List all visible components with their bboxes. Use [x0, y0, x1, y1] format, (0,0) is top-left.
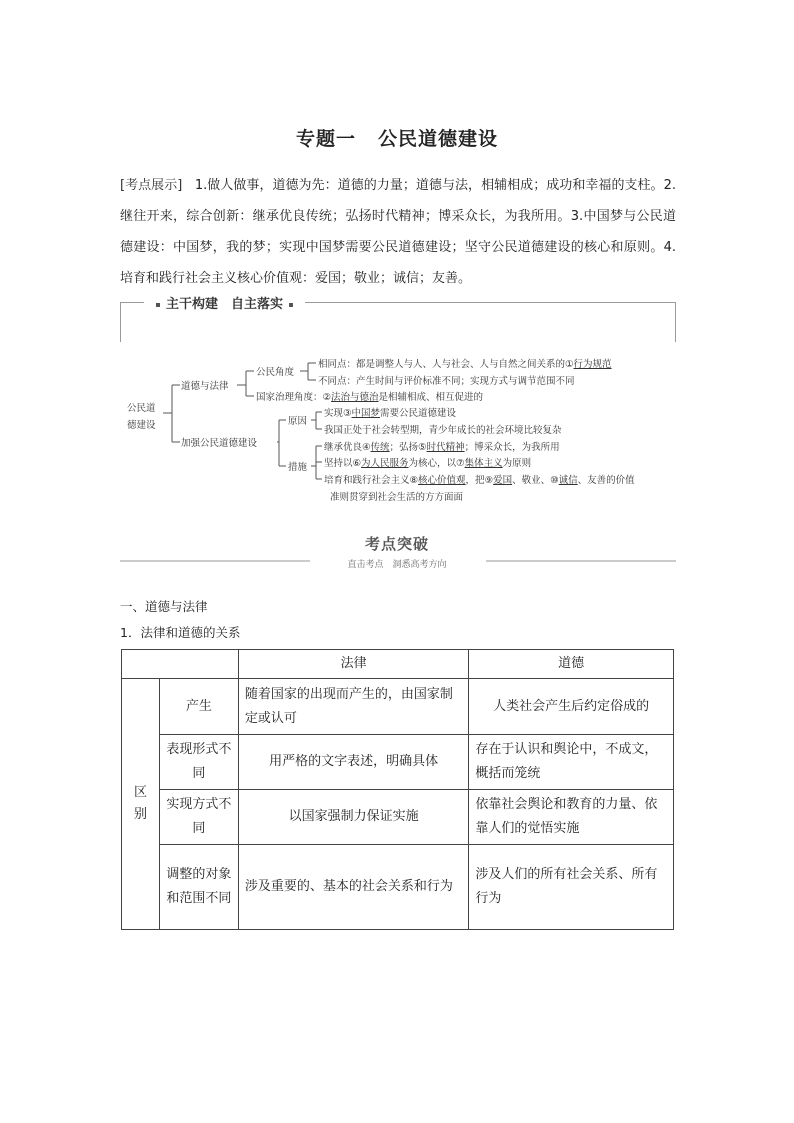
intro-text: 1.做人做事，道德为先：道德的力量；道德与法，相辅相成；成功和幸福的支柱。2.继往开来，综合创新：继承优良传统；弘扬时代精神；博采众长，为我所用。3.中国梦与公民道德建设：中国梦，我的梦；实现中国梦需要公民道德建设；坚守公民道德建设的核心和原则。4.培育和践行社会主义核心价值观：爱国；敬业；诚信；友善。 [120, 178, 676, 286]
diagram-reason-2: 我国正处于社会转型期，青少年成长的社会环境比较复杂 [324, 425, 562, 436]
table-group-label: 区 别 [122, 679, 160, 930]
diagram-state-angle: 国家治理角度：②法治与德治是相辅相成、相互促进的 [256, 392, 484, 403]
diagram-branch-law: 道德与法律 [181, 381, 229, 392]
title-part1: 专题一 [295, 128, 356, 150]
diagram-measure: 措施 [288, 462, 308, 473]
table-cell-moral: 涉及人们的所有社会关系、所有行为 [469, 845, 674, 930]
diagram-measure-2: 坚持以⑥为人民服务为核心，以⑦集体主义为原则 [324, 458, 532, 469]
table-row [122, 790, 674, 845]
table-header-moral: 道德 [469, 650, 674, 679]
law-moral-table [121, 649, 674, 930]
diagram-branch-strengthen: 加强公民道德建设 [181, 438, 258, 449]
table-row [122, 845, 674, 930]
table-header-law: 法律 [238, 650, 469, 679]
table-cell-law: 用严格的文字表述，明确具体 [238, 735, 469, 790]
table-cell-law: 以国家强制力保证实施 [238, 790, 469, 845]
diagram-root-line2: 德建设 [127, 420, 156, 431]
table-row [122, 735, 674, 790]
table-row-label: 产生 [159, 679, 238, 735]
table-row [122, 679, 674, 735]
diagram-measure-3: 培育和践行社会主义⑧核心价值观，把⑨爱国、敬业、⑩诚信、友善的价值 [324, 475, 635, 486]
table-cell-moral: 存在于认识和舆论中，不成文，概括而笼统 [469, 735, 674, 790]
diagram-measure-3-cont: 准则贯穿到社会生活的方方面面 [330, 492, 464, 503]
table-corner-cell [122, 650, 239, 679]
section-heading: 一、道德与法律 [120, 599, 208, 614]
table-cell-moral: 依靠社会舆论和教育的力量、依靠人们的觉悟实施 [469, 790, 674, 845]
title-part2: 公民道德建设 [378, 128, 499, 150]
table-cell-law: 随着国家的出现而产生的，由国家制定或认可 [238, 679, 469, 735]
table-header-row [122, 650, 674, 679]
diagram-difference: 不同点：产生时间与评价标准不同；实现方式与调节范围不同 [318, 376, 575, 387]
diagram-reason: 原因 [288, 416, 308, 427]
table-cell-law: 涉及重要的、基本的社会关系和行为 [238, 845, 469, 930]
kaodian-title: 考点突破 [364, 535, 429, 553]
diagram-reason-1: 实现③中国梦需要公民道德建设 [324, 408, 457, 419]
kaodian-subtitle: 直击考点 洞悉高考方向 [347, 560, 447, 570]
diagram-measure-1: 继承优良④传统；弘扬⑤时代精神；博采众长，为我所用 [324, 442, 560, 453]
table-row-label: 实现方式不同 [159, 790, 238, 845]
subsection-heading: 1．法律和道德的关系 [120, 625, 241, 640]
intro-tag: [考点展示] [120, 178, 183, 193]
diagram-citizen-angle: 公民角度 [256, 367, 295, 378]
diagram-root: 公民道 [127, 403, 156, 414]
table-cell-moral: 人类社会产生后约定俗成的 [469, 679, 674, 735]
diagram-similarity: 相同点：都是调整人与人、人与社会、人与自然之间关系的①行为规范 [318, 359, 612, 370]
table-row-label: 表现形式不同 [159, 735, 238, 790]
banner-label: 主干构建 自主落实 [144, 293, 305, 312]
table-row-label: 调整的对象和范围不同 [159, 845, 238, 930]
